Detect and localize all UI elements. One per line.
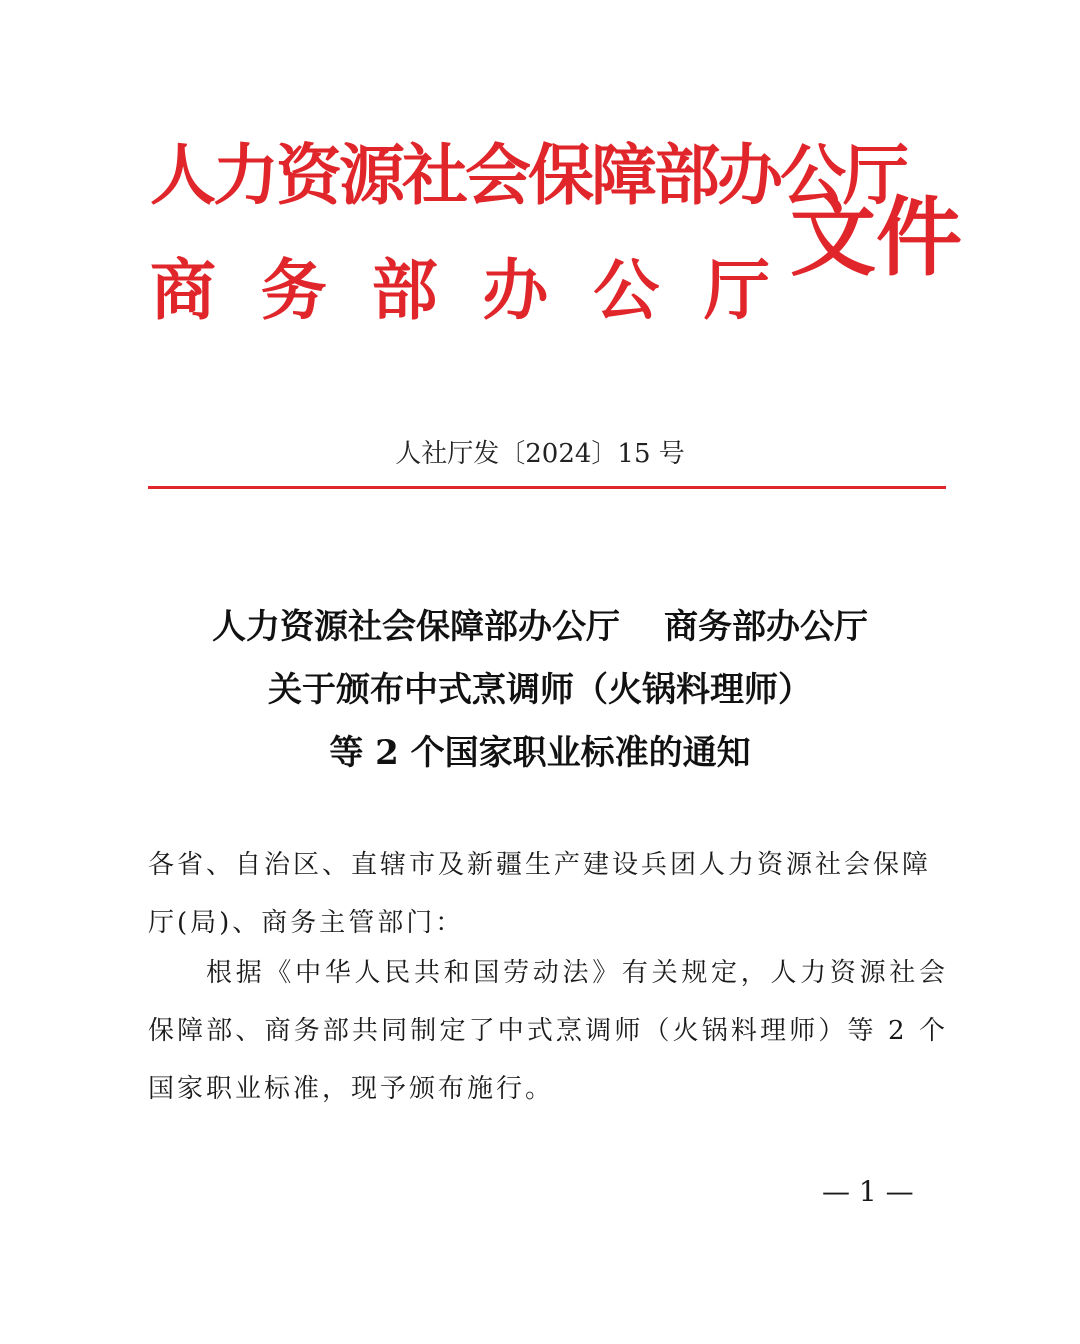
issuer-char: 部 (371, 251, 438, 329)
issuer-char: 商 (150, 251, 216, 329)
document-type-label: 文件 (790, 187, 962, 288)
title-issuer-2: 商务部办公厅 (664, 607, 868, 647)
title-line-3: 等 2 个国家职业标准的通知 (329, 733, 751, 773)
issuer-char: 公 (593, 251, 660, 329)
issuer-char: 办 (482, 251, 549, 329)
title-issuer-1: 人力资源社会保障部办公厅 (212, 607, 620, 647)
title-line-1 (0, 596, 1080, 659)
addressee-text: 各省、自治区、直辖市及新疆生产建设兵团人力资源社会保障厅(局)、商务主管部门： (148, 850, 932, 938)
issuer-name-hrss: 人力资源社会保障部办公厅 (150, 136, 906, 214)
issuer-name-mofcom (150, 245, 770, 335)
body-paragraph: 根据《中华人民共和国劳动法》有关规定，人力资源社会保障部、商务部共同制定了中式烹调师（火锅料理师）等 2 个国家职业标准，现予颁布施行。 (148, 958, 948, 1104)
document-title (0, 596, 1080, 785)
red-separator-line (148, 486, 946, 489)
document-number: 人社厅发〔2024〕15 号 (395, 439, 685, 469)
page-number: — 1 — (822, 1175, 914, 1208)
issuer-char: 厅 (703, 251, 770, 329)
title-line-2: 关于颁布中式烹调师（火锅料理师） (268, 670, 812, 710)
red-masthead (0, 0, 1080, 400)
issuer-char: 务 (260, 251, 327, 329)
